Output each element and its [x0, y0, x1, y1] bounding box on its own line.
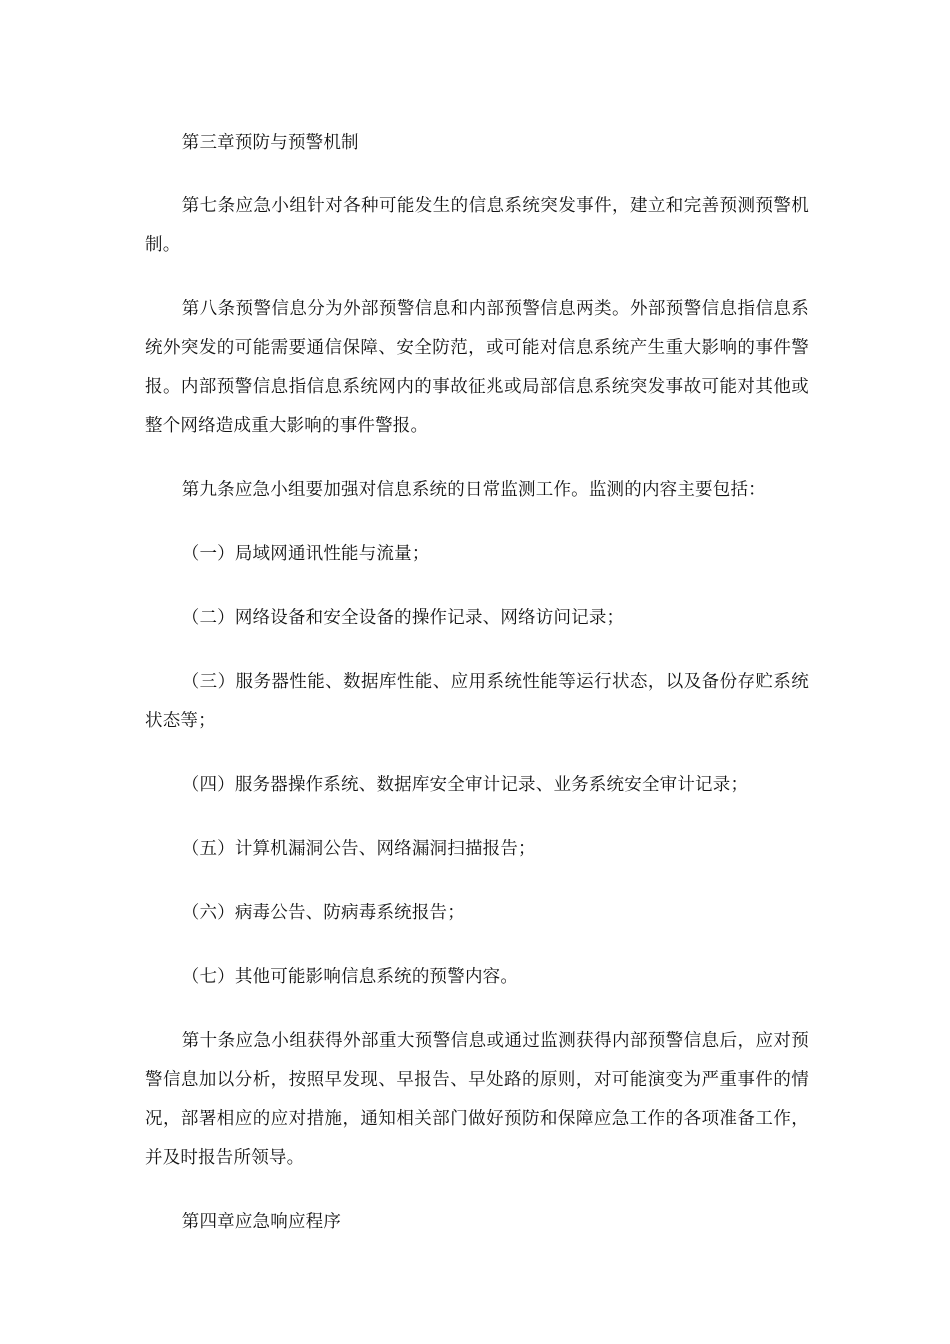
article-9: 第九条应急小组要加强对信息系统的日常监测工作。监测的内容主要包括： — [181, 480, 766, 500]
article-8: 第八条预警信息分为外部预警信息和内部预警信息两类。外部预警信息指信息系统外突发的可能需要通信保障、安全防范，或可能对信息系统产生重大影响的事件警报。内部预警信息指信息系统网内的事故征兆或局部信息系统突发事故可能对其他或整个网络造成重大影响的事件警报。 — [145, 299, 809, 436]
article-7: 第七条应急小组针对各种可能发生的信息系统突发事件，建立和完善预测预警机制。 — [145, 196, 809, 255]
list-item-5: （五）计算机漏洞公告、网络漏洞扫描报告； — [181, 839, 536, 859]
document-body — [145, 124, 809, 1266]
list-item-6: （六）病毒公告、防病毒系统报告； — [181, 903, 465, 923]
list-item-3: （三）服务器性能、数据库性能、应用系统性能等运行状态，以及备份存贮系统状态等； — [145, 672, 809, 731]
list-item-1: （一）局域网通讯性能与流量； — [181, 544, 430, 564]
list-item-7: （七）其他可能影响信息系统的预警内容。 — [181, 967, 519, 987]
list-item-4: （四）服务器操作系统、数据库安全审计记录、业务系统安全审计记录； — [181, 775, 749, 795]
chapter-heading-3: 第三章预防与预警机制 — [181, 133, 359, 153]
article-10: 第十条应急小组获得外部重大预警信息或通过监测获得内部预警信息后，应对预警信息加以分析，按照早发现、早报告、早处路的原则，对可能演变为严重事件的情况，部署相应的应对措施，通知相关部门做好预防和保障应急工作的各项准备工作，并及时报告所领导。 — [145, 1031, 809, 1168]
chapter-heading-4: 第四章应急响应程序 — [181, 1212, 342, 1232]
list-item-2: （二）网络设备和安全设备的操作记录、网络访问记录； — [181, 608, 625, 628]
